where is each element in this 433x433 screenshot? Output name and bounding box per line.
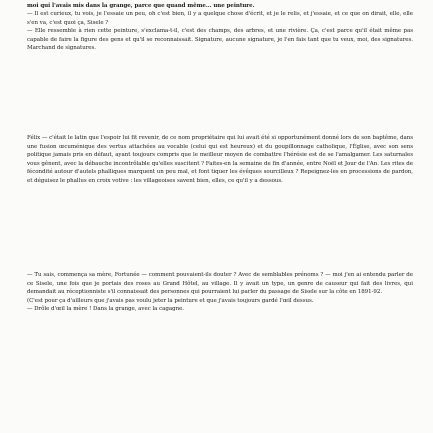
paragraph: — Il est curieux, tu vois, je l'essaie un peu, oh c'est bien, il y a quelque chose d'écrit, et je le relis, et j'essaie, et ce que on dirait, elle, elle s'en va, c'est quoi ça, Sisele ? — Elle ressemble à rien cette peinture, s'exclama-t-il, c'est des champs, des arbres, et une rivière. Ça, c'est parce qu'il était même pas capable de faire la figure des gens et qu'il se reconnaissait. Signature, aucune signature, je l'en fais tant que tu veux, moi, des signatures. Marchand de signatures. bbox=[27, 11, 413, 52]
top-line: moi qui l'avais mis dans la grange, parce que quand même... une peinture. bbox=[27, 3, 255, 9]
paragraph: Félix — c'était le latin que l'espoir lui fit revenir, de ce nom propriétaire qui lui avait été si opportunément donné lors de son baptême, dans une fusion œcuménique des vertus attachées au vocable (celui qui est heureux) et du goupillonnage catholique, l'Église, avec son sens politique jamais pris en défaut, ayant toujours compris que le meilleur moyen de combattre l'hérésie est de se l'amalgamer. Les saturnales vous gênent, avec la débauche incontrôlable qu'elles suscitent ? Faites-en la semaine de fin d'année, entre Noël et Jour de l'An. Les rites de fécondité autour d'autels phalliques marquent un peu mal, et font tiquer les évêques sourcilleux ? Repeignez-les en processions de pardon, et déguisez le phallus en croix votive : les villageoises savent bien, elles, ce qu'il y a dessous. bbox=[27, 135, 413, 184]
paragraph: — Tu sais, commença sa mère, Fortunée — comment pouvaient-ils douter ? Avec de semblables prénoms ? — moi j'en ai entendu parler de ce Sisele, une fois que je portais des roses au Grand Hôtel, au village. Il y avait un type, un genre de causeur qui fait des livres, qui demandait au réceptionniste s'il connaissait des personnes qui pourraient lui parler du passage de Sisele sur la côte en 1891-92. (C'est pour ça d'ailleurs que j'avais pas voulu jeter la peinture et que j'avais toujours gardé l'œil dessus. — Drôle d'œil la mère ! Dans la grange, avec la cagagne. bbox=[27, 272, 413, 313]
